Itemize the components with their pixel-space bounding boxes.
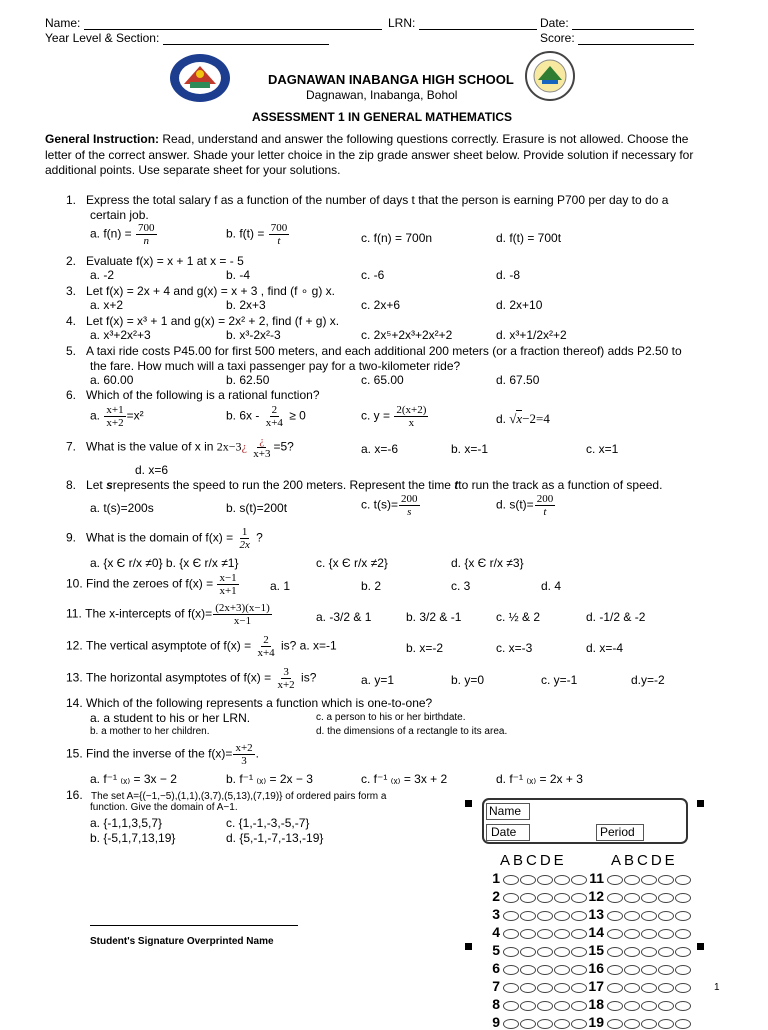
answer-bubble[interactable] bbox=[554, 947, 570, 957]
answer-bubble[interactable] bbox=[520, 911, 536, 921]
answer-row-number: 11 bbox=[589, 870, 604, 886]
name-line bbox=[84, 29, 382, 30]
answer-bubble[interactable] bbox=[503, 983, 519, 993]
q6-choice-a[interactable]: a. $\frac{x+1}{x+2}$ =x² bbox=[90, 404, 144, 429]
answer-bubble[interactable] bbox=[537, 965, 553, 975]
q2-choice-c[interactable]: c. -6 bbox=[361, 268, 385, 282]
answer-bubble[interactable] bbox=[658, 965, 674, 975]
answer-row-number: 17 bbox=[588, 978, 604, 994]
q15-choice-d[interactable]: d. f⁻¹ ₍ₓ₎ = 2x + 3 bbox=[496, 772, 583, 786]
instruction-line-3: additional points. Use separate sheet for your solutions. bbox=[45, 163, 341, 177]
name-label: Name: bbox=[45, 16, 81, 30]
answer-bubble[interactable] bbox=[520, 893, 536, 903]
q7-choice-a[interactable]: a. x=-6 bbox=[361, 442, 399, 456]
answer-sheet-name-label: Name bbox=[486, 803, 530, 820]
answer-bubble[interactable] bbox=[624, 965, 640, 975]
answer-row-number: 14 bbox=[588, 924, 604, 940]
answer-row-right bbox=[584, 1014, 692, 1030]
q14-choice-c[interactable]: c. a person to his or her birthdate. bbox=[316, 712, 466, 723]
q4-choice-d[interactable]: d. x³+1/2x²+2 bbox=[496, 328, 567, 342]
answer-bubble[interactable] bbox=[624, 947, 640, 957]
registration-mark-icon bbox=[465, 943, 472, 950]
answer-bubble[interactable] bbox=[641, 875, 657, 885]
q12-choice-b[interactable]: b. x=-2 bbox=[406, 641, 444, 655]
answer-bubble[interactable] bbox=[641, 929, 657, 939]
q11-choice-a[interactable]: a. -3/2 & 1 bbox=[316, 610, 372, 624]
q5-choice-d[interactable]: d. 67.50 bbox=[496, 373, 540, 387]
registration-mark-icon bbox=[465, 800, 472, 807]
question-4: 4. Let f(x) = x³ + 1 and g(x) = 2x² + 2, find (f + g) x. bbox=[66, 314, 340, 328]
answer-bubble[interactable] bbox=[658, 947, 674, 957]
answer-bubble[interactable] bbox=[641, 965, 657, 975]
answer-bubble[interactable] bbox=[520, 983, 536, 993]
page-number: 1 bbox=[714, 982, 720, 993]
answer-bubble[interactable] bbox=[554, 911, 570, 921]
question-2: 2. Evaluate f(x) = x + 1 at x = - 5 bbox=[66, 254, 244, 268]
answer-row-left bbox=[480, 978, 588, 994]
year-section-line bbox=[163, 44, 329, 45]
answer-bubble[interactable] bbox=[675, 983, 691, 993]
answer-row-left bbox=[480, 906, 588, 922]
answer-bubble[interactable] bbox=[658, 875, 674, 885]
q4-choice-a[interactable]: a. x³+2x²+3 bbox=[90, 328, 151, 342]
q3-choice-b[interactable]: b. 2x+3 bbox=[226, 298, 266, 312]
answer-row-number: 19 bbox=[588, 1014, 604, 1030]
question-16-cont: function. Give the domain of A−1. bbox=[90, 802, 238, 813]
question-15: 15. Find the inverse of the f(x)= $\frac{x+2}{3}$ . bbox=[66, 742, 259, 767]
answer-bubble[interactable] bbox=[520, 947, 536, 957]
answer-bubble[interactable] bbox=[520, 965, 536, 975]
answer-bubble[interactable] bbox=[624, 983, 640, 993]
registration-mark-icon bbox=[697, 800, 704, 807]
q13-choice-d[interactable]: d.y=-2 bbox=[631, 673, 665, 687]
answer-row-right bbox=[584, 924, 692, 940]
answer-bubble[interactable] bbox=[658, 893, 674, 903]
answer-sheet-period-label: Period bbox=[596, 824, 644, 841]
q1-choice-d[interactable]: d. f(t) = 700t bbox=[496, 231, 562, 245]
question-8: 8. Let srepresents the speed to run the 200 meters. Represent the time tto run the track as a function of speed. bbox=[66, 478, 663, 492]
q4-choice-b[interactable]: b. x³-2x²-3 bbox=[226, 328, 281, 342]
answer-row-number: 12 bbox=[588, 888, 604, 904]
answer-bubble[interactable] bbox=[607, 965, 623, 975]
school-seal-icon bbox=[525, 50, 575, 102]
answer-row-number: 13 bbox=[588, 906, 604, 922]
answer-bubble[interactable] bbox=[503, 875, 519, 885]
q7-choice-c[interactable]: c. x=1 bbox=[586, 442, 619, 456]
question-16: 16. The set A={(−1,−5),(1,1),(3,7),(5,13),(7,19)} of ordered pairs form a bbox=[66, 788, 387, 802]
question-10: 10. Find the zeroes of f(x) = $\frac{x-1}{x+1}$ bbox=[66, 572, 237, 597]
answer-bubble[interactable] bbox=[537, 893, 553, 903]
answer-bubble[interactable] bbox=[624, 929, 640, 939]
answer-bubble[interactable] bbox=[641, 1001, 657, 1011]
answer-row-right bbox=[584, 906, 692, 922]
answer-bubble[interactable] bbox=[675, 911, 691, 921]
answer-row-left bbox=[480, 888, 588, 904]
answer-bubble[interactable] bbox=[675, 875, 691, 885]
answer-bubble[interactable] bbox=[641, 893, 657, 903]
answer-bubble[interactable] bbox=[503, 893, 519, 903]
answer-row-number: 18 bbox=[588, 996, 604, 1012]
question-3: 3. Let f(x) = 2x + 4 and g(x) = x + 3 , find (f ∘ g) x. bbox=[66, 284, 335, 298]
instruction-line-2: letter of the correct answer. Shade your letter choice in the zip grade answer sheet below. Provide solution if necessary for bbox=[45, 148, 694, 162]
q14-choice-d[interactable]: d. the dimensions of a rectangle to its area. bbox=[316, 726, 508, 737]
answer-row-number: 16 bbox=[588, 960, 604, 976]
q10-choice-b[interactable]: b. 2 bbox=[361, 579, 382, 593]
answer-bubble[interactable] bbox=[503, 929, 519, 939]
answer-bubble[interactable] bbox=[675, 929, 691, 939]
year-section-field[interactable] bbox=[45, 31, 329, 45]
q15-choice-a[interactable]: a. f⁻¹ ₍ₓ₎ = 3x − 2 bbox=[90, 772, 177, 786]
q8-choice-d[interactable]: d. s(t)= $\frac{200}{t}$ bbox=[496, 493, 554, 518]
q2-choice-a[interactable]: a. -2 bbox=[90, 268, 115, 282]
name-field[interactable] bbox=[45, 16, 382, 30]
q4-choice-c[interactable]: c. 2x⁵+2x³+2x²+2 bbox=[361, 328, 453, 342]
answer-bubble[interactable] bbox=[554, 893, 570, 903]
answer-row-number: 9 bbox=[492, 1014, 500, 1030]
answer-row-number: 3 bbox=[492, 906, 500, 922]
registration-mark-icon bbox=[697, 943, 704, 950]
q3-choice-a[interactable]: a. x+2 bbox=[90, 298, 124, 312]
q3-choice-c[interactable]: c. 2x+6 bbox=[361, 298, 401, 312]
answer-bubble[interactable] bbox=[537, 929, 553, 939]
answer-bubble[interactable] bbox=[675, 965, 691, 975]
answer-bubble[interactable] bbox=[624, 911, 640, 921]
question-13: 13. The horizontal asymptotes of f(x) = $\frac{3}{x+2}$ is? bbox=[66, 666, 317, 691]
q2-choice-d[interactable]: d. -8 bbox=[496, 268, 521, 282]
answer-row-number: 1 bbox=[492, 870, 500, 886]
q16-choice-a[interactable]: a. {-1,1,3,5,7} bbox=[90, 816, 163, 830]
answer-bubble[interactable] bbox=[537, 875, 553, 885]
question-9: 9. What is the domain of f(x) = $\frac{1}{2x}$ ? bbox=[66, 526, 263, 551]
answer-bubble[interactable] bbox=[503, 947, 519, 957]
score-line bbox=[578, 44, 694, 45]
answer-letters-left: ABCDE bbox=[500, 852, 567, 869]
answer-bubble[interactable] bbox=[624, 875, 640, 885]
answer-row-right bbox=[584, 996, 692, 1012]
question-7: 7. What is the value of x in 2x−3¿ $\frac{¿}{x+3}$ =5? bbox=[66, 435, 294, 460]
q6-choice-b[interactable]: b. 6x - $\frac{2}{x+4}$ ≥ 0 bbox=[226, 404, 306, 429]
answer-bubble[interactable] bbox=[607, 875, 623, 885]
answer-bubble[interactable] bbox=[607, 1001, 623, 1011]
q5-choice-a[interactable]: a. 60.00 bbox=[90, 373, 134, 387]
answer-bubble[interactable] bbox=[503, 1001, 519, 1011]
q8-choice-a[interactable]: a. t(s)=200s bbox=[90, 501, 154, 515]
q1-choice-a[interactable]: a. f(n) = $\frac{700}{n}$ bbox=[90, 222, 155, 247]
answer-bubble[interactable] bbox=[607, 983, 623, 993]
q8-choice-b[interactable]: b. s(t)=200t bbox=[226, 501, 288, 515]
q7-choice-b[interactable]: b. x=-1 bbox=[451, 442, 489, 456]
q10-choice-d[interactable]: d. 4 bbox=[541, 579, 562, 593]
q7-choice-d[interactable]: d. x=6 bbox=[135, 463, 169, 477]
answer-bubble[interactable] bbox=[503, 965, 519, 975]
answer-row-left bbox=[480, 996, 588, 1012]
answer-bubble[interactable] bbox=[520, 929, 536, 939]
date-line bbox=[572, 29, 694, 30]
answer-bubble[interactable] bbox=[658, 929, 674, 939]
q10-choice-c[interactable]: c. 3 bbox=[451, 579, 471, 593]
answer-letters-right: ABCDE bbox=[611, 852, 678, 869]
question-11: 11. The x-intercepts of f(x)= $\frac{(2x+3)(x-1)}{x-1}$ bbox=[66, 602, 270, 627]
answer-row-right bbox=[584, 942, 692, 958]
q9-choice-d[interactable]: d. {x Є r/x ≠3} bbox=[451, 556, 524, 570]
q11-choice-c[interactable]: c. ½ & 2 bbox=[496, 610, 541, 624]
instruction-line-1: General Instruction: Read, understand and answer the following questions correctly. Erasure is not allowed. Choose the bbox=[45, 132, 689, 146]
answer-bubble[interactable] bbox=[554, 875, 570, 885]
answer-bubble[interactable] bbox=[520, 1001, 536, 1011]
answer-row-left bbox=[480, 960, 588, 976]
lrn-field[interactable] bbox=[388, 16, 537, 30]
q12-choice-c[interactable]: c. x=-3 bbox=[496, 641, 533, 655]
q5-choice-b[interactable]: b. 62.50 bbox=[226, 373, 270, 387]
q14-choice-b[interactable]: b. a mother to her children. bbox=[90, 726, 210, 737]
lrn-label: LRN: bbox=[388, 16, 416, 30]
answer-bubble[interactable] bbox=[641, 947, 657, 957]
answer-bubble[interactable] bbox=[607, 911, 623, 921]
q12-choice-d[interactable]: d. x=-4 bbox=[586, 641, 624, 655]
assessment-title: ASSESSMENT 1 IN GENERAL MATHEMATICS bbox=[252, 110, 513, 124]
q1-choice-b[interactable]: b. f(t) = $\frac{700}{t}$ bbox=[226, 222, 288, 247]
answer-row-left bbox=[480, 942, 588, 958]
answer-bubble[interactable] bbox=[675, 893, 691, 903]
question-5-cont: the fare. How much will a taxi passenger pay for a two-kilometer ride? bbox=[90, 359, 461, 373]
q2-choice-b[interactable]: b. -4 bbox=[226, 268, 251, 282]
answer-bubble[interactable] bbox=[554, 965, 570, 975]
answer-row-number: 2 bbox=[492, 888, 500, 904]
school-name: DAGNAWAN INABANGA HIGH SCHOOL bbox=[268, 72, 514, 87]
answer-bubble[interactable] bbox=[607, 929, 623, 939]
q15-choice-b[interactable]: b. f⁻¹ ₍ₓ₎ = 2x − 3 bbox=[226, 772, 313, 786]
answer-bubble[interactable] bbox=[624, 1001, 640, 1011]
date-label: Date: bbox=[540, 16, 569, 30]
signature-line[interactable] bbox=[90, 925, 298, 926]
q11-choice-b[interactable]: b. 3/2 & -1 bbox=[406, 610, 462, 624]
q13-choice-a[interactable]: a. y=1 bbox=[361, 673, 395, 687]
answer-bubble[interactable] bbox=[675, 947, 691, 957]
q9-choice-c[interactable]: c. {x Є r/x ≠2} bbox=[316, 556, 388, 570]
q1-choice-c[interactable]: c. f(n) = 700n bbox=[361, 231, 433, 245]
instruction-label: General Instruction: bbox=[45, 132, 160, 146]
answer-bubble[interactable] bbox=[607, 947, 623, 957]
answer-bubble[interactable] bbox=[537, 1001, 553, 1011]
q14-choice-a[interactable]: a. a student to his or her LRN. bbox=[90, 711, 251, 725]
answer-bubble[interactable] bbox=[554, 1001, 570, 1011]
answer-bubble[interactable] bbox=[537, 911, 553, 921]
date-field[interactable] bbox=[540, 16, 694, 30]
answer-bubble[interactable] bbox=[554, 929, 570, 939]
score-field[interactable] bbox=[540, 31, 694, 45]
q16-choice-c[interactable]: c. {1,-1,-3,-5,-7} bbox=[226, 816, 310, 830]
q13-choice-c[interactable]: c. y=-1 bbox=[541, 673, 578, 687]
answer-bubble[interactable] bbox=[658, 911, 674, 921]
answer-row-left bbox=[480, 870, 588, 886]
q5-choice-c[interactable]: c. 65.00 bbox=[361, 373, 404, 387]
q3-choice-d[interactable]: d. 2x+10 bbox=[496, 298, 543, 312]
answer-bubble[interactable] bbox=[658, 983, 674, 993]
answer-bubble[interactable] bbox=[641, 911, 657, 921]
q6-choice-d[interactable]: d. √x−2=4 bbox=[496, 411, 550, 426]
answer-row-number: 8 bbox=[492, 996, 500, 1012]
answer-bubble[interactable] bbox=[641, 983, 657, 993]
answer-bubble[interactable] bbox=[537, 983, 553, 993]
score-label: Score: bbox=[540, 31, 575, 45]
answer-row-right bbox=[584, 870, 692, 886]
q10-choice-a[interactable]: a. 1 bbox=[270, 579, 291, 593]
answer-row-number: 5 bbox=[492, 942, 500, 958]
answer-sheet-date-label: Date bbox=[486, 824, 530, 841]
answer-row-right bbox=[584, 978, 692, 994]
deped-seal-icon bbox=[168, 52, 232, 104]
question-5: 5. A taxi ride costs P45.00 for first 500 meters, and each additional 200 meters (or a fraction thereof) adds P2.50 to bbox=[66, 344, 682, 358]
q8-choice-c[interactable]: c. t(s)= $\frac{200}{s}$ bbox=[361, 493, 418, 518]
question-6: 6. Which of the following is a rational function? bbox=[66, 388, 320, 402]
answer-row-left bbox=[480, 924, 588, 940]
answer-row-number: 6 bbox=[492, 960, 500, 976]
answer-row-number: 4 bbox=[492, 924, 500, 940]
question-14: 14. Which of the following represents a function which is one-to-one? bbox=[66, 696, 433, 710]
year-section-label: Year Level & Section: bbox=[45, 31, 160, 45]
answer-bubble[interactable] bbox=[607, 893, 623, 903]
school-address: Dagnawan, Inabanga, Bohol bbox=[306, 88, 458, 102]
answer-bubble[interactable] bbox=[554, 983, 570, 993]
q6-choice-c[interactable]: c. y = $\frac{2(x+2)}{x}$ bbox=[361, 404, 427, 429]
answer-bubble[interactable] bbox=[537, 947, 553, 957]
question-1: 1. Express the total salary f as a function of the number of days t that the person is earning P700 per day to do a bbox=[66, 193, 669, 207]
answer-row-number: 7 bbox=[492, 978, 500, 994]
question-12: 12. The vertical asymptote of f(x) = $\frac{2}{x+4}$ is? a. x=-1 bbox=[66, 634, 337, 659]
q15-choice-c[interactable]: c. f⁻¹ ₍ₓ₎ = 3x + 2 bbox=[361, 772, 448, 786]
question-1-cont: certain job. bbox=[90, 208, 149, 222]
q9-choice-a-b[interactable]: a. {x Є r/x ≠0} b. {x Є r/x ≠1} bbox=[90, 556, 239, 570]
answer-bubble[interactable] bbox=[675, 1001, 691, 1011]
answer-row-number: 15 bbox=[588, 942, 604, 958]
q11-choice-d[interactable]: d. -1/2 & -2 bbox=[586, 610, 646, 624]
signature-label: Student's Signature Overprinted Name bbox=[90, 936, 274, 947]
q16-choice-d[interactable]: d. {5,-1,-7,-13,-19} bbox=[226, 831, 324, 845]
answer-bubble[interactable] bbox=[624, 893, 640, 903]
answer-bubble[interactable] bbox=[520, 875, 536, 885]
answer-bubble[interactable] bbox=[658, 1001, 674, 1011]
q16-choice-b[interactable]: b. {-5,1,7,13,19} bbox=[90, 831, 176, 845]
q13-choice-b[interactable]: b. y=0 bbox=[451, 673, 485, 687]
answer-sheet-header-box bbox=[482, 798, 688, 844]
lrn-line bbox=[419, 29, 537, 30]
answer-row-left bbox=[480, 1014, 588, 1030]
answer-row-right bbox=[584, 888, 692, 904]
answer-bubble[interactable] bbox=[503, 911, 519, 921]
answer-row-right bbox=[584, 960, 692, 976]
